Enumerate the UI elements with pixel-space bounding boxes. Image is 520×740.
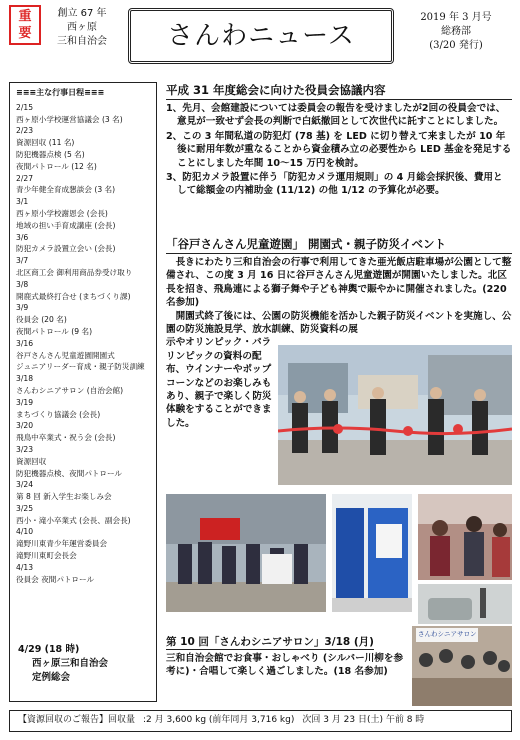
schedule-entry: 滝野川東町会長会 (16, 551, 77, 561)
schedule-date: 3/7 (16, 256, 29, 266)
schedule-entry: 防犯カメラ設置立会い (会長) (16, 244, 116, 254)
schedule-entry: 飛鳥中卒業式・祝う会 (会長) (16, 433, 116, 443)
schedule-date: 4/10 (16, 527, 34, 537)
salon-signboard: さんわシニアサロン (418, 630, 477, 638)
schedule-list (16, 102, 150, 586)
well-pump-photo (418, 584, 512, 624)
schedule-entry: 役員会 夜間パトロール (16, 574, 95, 584)
next-collection: 次回 3 月 23 日(土) 午前 8 時 (302, 715, 425, 725)
park-paragraph: 長きにわたり三和自治会の行事で利用してきた亜光飯店駐車場が公園として整備され、この度 3 月 16 日に谷戸さんさん児童遊園が開園いたしました。北区長を招き、飛鳥連による獅子舞や子ども神輿で賑やかに開催されました。(220 名参加) (166, 257, 512, 309)
schedule-entry: 青少年健全育成懇談会 (3 名) (16, 185, 116, 195)
schedule-entry: 資源回収 (16, 456, 47, 466)
senior-salon-section (166, 630, 406, 679)
council-item: 1、先月、会館建設については委員会の報告を受けましたが2回の役員会では、意見が一致せず会長の判断で白紙撤回として次世代に託すことにしました。 (166, 103, 506, 128)
issue-line: 総務部 (441, 26, 471, 37)
park-paragraph-wrapped: 示やオリンピック・パラリンピックの資料の配布、ウインナーやポップコーンなどのお楽しみもあり、親子で楽しく防災体験をすることができました。 (166, 337, 272, 429)
schedule-entry: 資源回収 (11 名) (16, 138, 75, 148)
report-label: 【資源回収のご報告】回収量 (18, 715, 136, 725)
schedule-entry: 夜間パトロール (9 名) (16, 326, 93, 336)
schedule-entry: 防犯機器点検 (5 名) (16, 149, 85, 159)
council-item: 3、防犯カメラ設置に伴う「防犯カメラ運用規則」の 4 月総会採択後、費用として総額金の内補助金 (11/12) の他 1/12 の予算化が必要。 (166, 172, 503, 197)
general-meeting-notice (18, 643, 108, 685)
schedule-date: 3/16 (16, 338, 34, 348)
recycling-report (9, 710, 512, 732)
salon-heading: 第 10 回「さんわシニアサロン」3/18 (月) (166, 636, 374, 648)
schedule-date: 3/1 (16, 197, 29, 207)
important-badge (9, 5, 41, 45)
badge-char-1: 重 (18, 9, 32, 24)
schedule-date: 3/18 (16, 374, 34, 384)
schedule-entry: 谷戸さんさん児童遊園開園式 (16, 350, 115, 360)
organization-block (46, 7, 118, 49)
park-heading: 「谷戸さんさん児童遊園」 開園式・親子防災イベント (166, 236, 512, 254)
ribbon-cutting-photo (278, 345, 512, 485)
schedule-entry: 西小・滝小卒業式 (会長、副会長) (16, 515, 131, 525)
schedule-entry: 役員会 (20 名) (16, 315, 67, 325)
schedule-entry: 北区商工会 御利用商品券受け取り (16, 267, 133, 277)
meeting-name: 定例総会 (32, 672, 71, 683)
schedule-date: 3/9 (16, 303, 29, 313)
schedule-entry: 防犯機器点検、夜間パトロール (16, 468, 123, 478)
meeting-org: 西ヶ原三和自治会 (32, 658, 109, 669)
shishimai-photo (166, 494, 326, 612)
schedule-entry: まちづくり協議会 (会長) (16, 409, 101, 419)
issue-line: (3/20 発行) (429, 40, 483, 51)
schedule-entry: 西ヶ原小学校運営協議会 (3 名) (16, 114, 123, 124)
council-item: 2、この 3 年間私道の防犯灯 (78 基) を LED に切り替えて来ましたが 10 年後に耐用年数が重なることから資金積み立の必要性から LED 基金を発足することにしました年間 10～15 万円を検討。 (166, 130, 512, 169)
participants-photo (418, 494, 512, 580)
schedule-title: ≡≡≡主な行事日程≡≡≡ (16, 88, 105, 97)
participants-image (418, 494, 512, 580)
org-line: 三和自治会 (57, 36, 107, 47)
schedule-entry: 第 8 回 新入学生お楽しみ会 (16, 492, 112, 502)
newsletter-title: さんわニュース (128, 8, 394, 64)
schedule-date: 3/23 (16, 444, 34, 454)
park-paragraph: 開園式終了後には、公園の防災機能を活かした親子防災イベントを実施し、公園の防災施設見学、放水訓練、防災資料の展 (166, 310, 512, 336)
schedule-date: 3/8 (16, 279, 29, 289)
issue-line: 2019 年 3 月号 (420, 12, 492, 23)
schedule-date: 3/25 (16, 503, 34, 513)
issue-info (400, 11, 512, 53)
ribbon-cutting-image (278, 345, 512, 485)
disaster-supplies-photo (332, 494, 412, 612)
schedule-date: 3/19 (16, 397, 34, 407)
schedule-sidebar (9, 82, 157, 702)
pump-image (418, 584, 512, 624)
council-heading: 平成 31 年度総会に向けた役員会協議内容 (166, 82, 512, 100)
council-section (166, 82, 512, 199)
schedule-date: 2/15 (16, 102, 34, 112)
schedule-entry: 開鹿式最終打合せ (まちづくり課) (16, 291, 131, 301)
schedule-date: 3/24 (16, 480, 34, 490)
badge-char-2: 要 (18, 26, 32, 41)
salon-body: 三和自治会館でお食事・おしゃべり (シルバー川柳を参考に)・合唱して楽しく過ごしました。(18 名参加) (166, 653, 404, 678)
schedule-entry: 夜間パトロール (12 名) (16, 161, 97, 171)
org-line: 西ヶ原 (67, 22, 97, 33)
schedule-entry: 西ヶ原小学校謝恩会 (会長) (16, 208, 108, 218)
meeting-date: 4/29 (18 時) (18, 644, 80, 655)
schedule-date: 2/27 (16, 173, 34, 183)
schedule-date: 2/23 (16, 126, 34, 136)
schedule-date: 3/6 (16, 232, 29, 242)
schedule-entry: ジュニアリーダー育成・親子防災訓練 (16, 362, 145, 372)
schedule-date: 4/13 (16, 562, 34, 572)
report-amount: :2 月 3,600 kg (前年同月 3,716 kg) (143, 715, 295, 725)
shishimai-image (166, 494, 326, 612)
org-line: 創立 67 年 (57, 8, 107, 19)
schedule-entry: 地域の担い手育成講座 (会長) (16, 220, 116, 230)
schedule-entry: 滝野川東青少年運営委員会 (16, 539, 108, 549)
schedule-date: 3/20 (16, 421, 34, 431)
schedule-entry: さんわシニアサロン (自治会館) (16, 385, 124, 395)
senior-salon-photo (412, 626, 512, 706)
booth-image (332, 494, 412, 612)
